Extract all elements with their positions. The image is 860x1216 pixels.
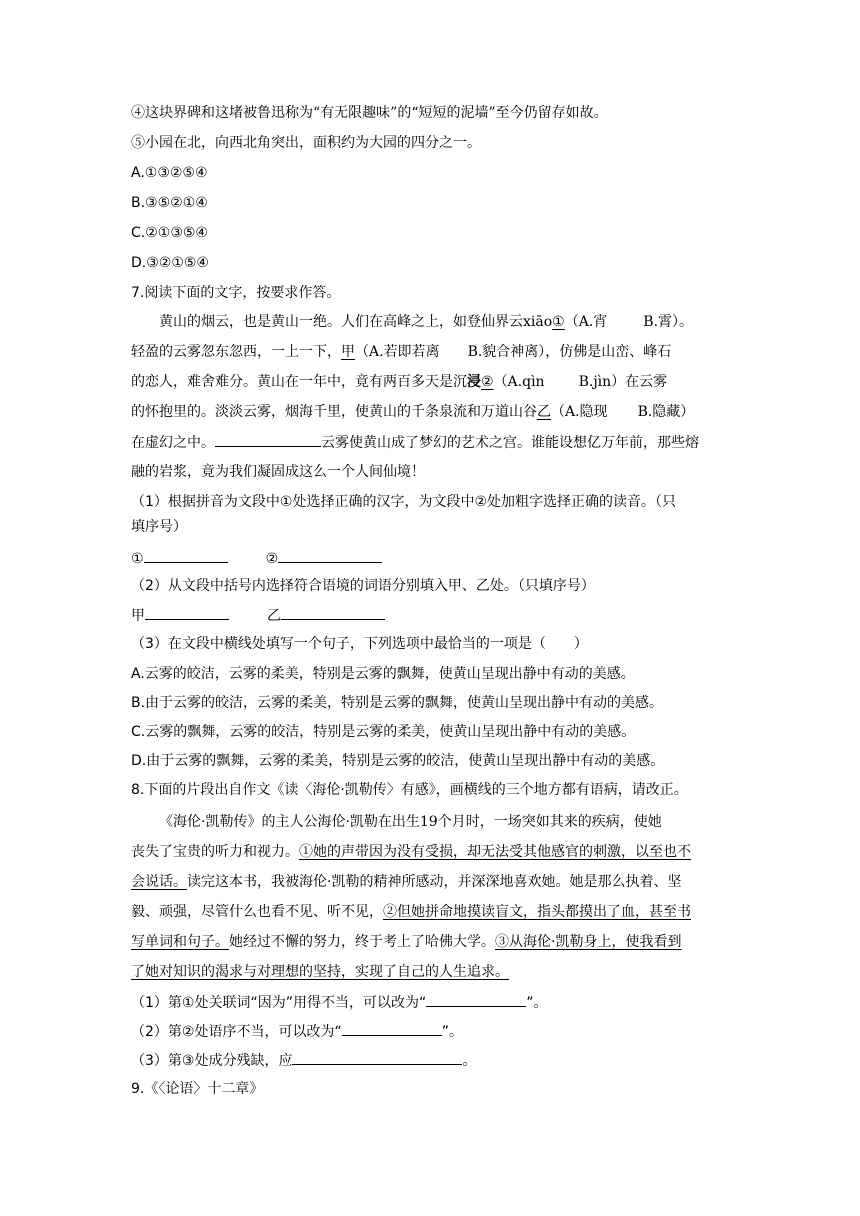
q8-passage-text: 毅、顽强，尽管什么也看不见、听不见， xyxy=(131,904,383,920)
q7-passage-line-3 xyxy=(131,372,667,392)
q8-sub-2-end: ”。 xyxy=(441,1024,463,1040)
q7-option-b: B.由于云雾的皎洁，云雾的柔美，特别是云雾的飘舞，使黄山呈现出静中有动的美感。 xyxy=(131,695,664,711)
q8-sub-1-text: （1）第①处关联词“因为”用得不当，可以改为“ xyxy=(131,995,427,1011)
q8-passage-text: 她经过不懈的努力，终于考上了哈佛大学。 xyxy=(229,934,495,950)
q7-answer-1-blank[interactable] xyxy=(144,548,228,563)
q9-title: 9.《〈论语〉十二章》 xyxy=(131,1081,264,1097)
q7-answer-2-label: ② xyxy=(265,551,279,567)
q7-answer-1-label: ① xyxy=(131,551,144,567)
q7-passage-text: 在虚幻之中。 xyxy=(131,435,215,451)
q6-item-4: ④这块界碑和这堵被鲁迅称为“有无限趣味”的“短短的泥墙”至今仍留存如故。 xyxy=(131,105,608,121)
q7-passage-line-2 xyxy=(131,342,671,362)
q7-choice-a: （A.若即若离 xyxy=(355,344,440,360)
q8-sub-3-text: （3）第③处成分残缺，应 xyxy=(131,1053,293,1069)
q7-answer-2-blank[interactable] xyxy=(278,548,382,563)
q6-option-a: A.①③②⑤④ xyxy=(131,165,208,181)
q8-sub-1 xyxy=(131,992,547,1013)
q8-error-3-cont: 了她对知识的渴求与对理想的坚持，实现了自己的人生追求。 xyxy=(131,964,509,980)
q7-choice-a: （A.隐现 xyxy=(551,404,608,420)
q7-passage-text: 黄山的烟云，也是黄山一绝。人们在高峰之上，如登仙界云xiāo xyxy=(159,314,553,330)
q7-option-c: C.云雾的飘舞，云雾的皎洁，特别是云雾的柔美，使黄山呈现出静中有动的美感。 xyxy=(131,724,636,740)
q8-answer-3-blank[interactable] xyxy=(292,1050,462,1065)
q8-sub-3 xyxy=(131,1050,476,1071)
q8-error-3: ③从海伦·凯勒身上，使我看到 xyxy=(495,934,682,950)
q7-passage-text: 的恋人，难舍难分。黄山在一年中，竟有两百多天是沉 xyxy=(131,374,467,390)
q8-sub-2-text: （2）第②处语序不当，可以改为“ xyxy=(131,1024,342,1040)
q7-marker-jia: 甲 xyxy=(341,344,355,360)
q7-answer-jia-label: 甲 xyxy=(131,608,145,624)
q7-passage-text: 的怀抱里的。淡淡云雾，烟海千里，使黄山的千条泉流和万道山谷 xyxy=(131,404,537,420)
q7-bold-char: 浸 xyxy=(467,374,481,390)
q8-error-1-cont: 会说话。 xyxy=(131,874,187,890)
q7-choice-b: B.隐藏） xyxy=(637,404,695,420)
q8-passage-text: 读完这本书，我被海伦·凯勒的精神所感动，并深深地喜欢她。她是那么执着、坚 xyxy=(187,874,682,890)
q7-option-d: D.由于云雾的飘舞，云雾的柔美，特别是云雾的皎洁，使黄山呈现出静中有动的美感。 xyxy=(131,753,665,769)
q7-passage-text: 轻盈的云雾忽东忽西，一上一下， xyxy=(131,344,341,360)
q8-passage-line-4 xyxy=(131,902,691,922)
q8-sub-2 xyxy=(131,1021,463,1042)
q7-marker-2: ② xyxy=(481,374,494,390)
q7-sub-2: （2）从文段中括号内选择符合语境的词语分别填入甲、乙处。（只填序号） xyxy=(131,578,595,594)
q8-passage-line-1: 《海伦·凯勒传》的主人公海伦·凯勒在出生19个月时，一场突如其来的疾病，使她 xyxy=(159,814,662,830)
q8-title: 8.下面的片段出自作文《读〈海伦·凯勒传〉有感》，画横线的三个地方都有语病，请改正。 xyxy=(131,782,688,798)
q8-passage-line-3 xyxy=(131,872,681,892)
q7-marker-yi: 乙 xyxy=(537,404,551,420)
q6-item-5: ⑤小园在北，向西北角突出，面积约为大园的四分之一。 xyxy=(131,135,481,151)
q8-error-1: ①她的声带因为没有受损，却无法受其他感官的刺激，以至也不 xyxy=(299,844,691,860)
q7-sub-1-answers xyxy=(131,548,382,569)
q7-marker-1: ① xyxy=(552,314,565,330)
q8-passage-line-2 xyxy=(131,842,691,862)
q7-passage-line-1 xyxy=(159,312,693,332)
q8-passage-line-5 xyxy=(131,932,681,952)
q7-passage-line-4 xyxy=(131,402,694,422)
q8-error-2-cont: 写单词和句子。 xyxy=(131,934,229,950)
q7-answer-jia-blank[interactable] xyxy=(145,605,229,620)
q7-sentence-blank[interactable] xyxy=(215,432,321,447)
q7-option-a: A.云雾的皎洁，云雾的柔美，特别是云雾的飘舞，使黄山呈现出静中有动的美感。 xyxy=(131,666,635,682)
q7-choice-b: B.貌合神离），仿佛是山峦、峰石 xyxy=(467,344,672,360)
q7-choice-a: （A.宵 xyxy=(564,314,608,330)
q7-title: 7.阅读下面的文字，按要求作答。 xyxy=(131,285,341,301)
q7-sub-1-cont: 填序号） xyxy=(131,519,187,535)
q7-answer-yi-label: 乙 xyxy=(267,608,281,624)
q7-answer-yi-blank[interactable] xyxy=(281,605,385,620)
q7-passage-text: 云雾使黄山成了梦幻的艺术之宫。谁能设想亿万年前，那些熔 xyxy=(321,435,699,451)
q6-option-b: B.③⑤②①④ xyxy=(131,195,208,211)
q7-choice-b: B.jìn）在云雾 xyxy=(578,374,668,390)
q7-sub-1: （1）根据拼音为文段中①处选择正确的汉字，为文段中②处加粗字选择正确的读音。（只 xyxy=(131,494,677,510)
q6-option-c: C.②①③⑤④ xyxy=(131,225,208,241)
q8-sub-1-end: ”。 xyxy=(526,995,548,1011)
q6-option-d: D.③②①⑤④ xyxy=(131,255,209,271)
q7-sub-2-answers xyxy=(131,605,385,626)
q7-sub-3: （3）在文段中横线处填写一个句子，下列选项中最恰当的一项是（ ） xyxy=(131,636,588,652)
q8-sub-3-end: 。 xyxy=(462,1053,477,1069)
q8-passage-text: 丧失了宝贵的听力和视力。 xyxy=(131,844,299,860)
q8-passage-line-6 xyxy=(131,962,509,982)
q8-answer-2-blank[interactable] xyxy=(342,1021,442,1036)
q7-passage-line-5 xyxy=(131,432,699,453)
q8-error-2: ②但她拼命地摸读盲文，指头都摸出了血，甚至书 xyxy=(383,904,691,920)
q7-passage-line-6: 融的岩浆，竟为我们凝固成这么一个人间仙境！ xyxy=(131,464,425,480)
q8-answer-1-blank[interactable] xyxy=(426,992,526,1007)
q7-choice-a: （A.qìn xyxy=(493,374,545,390)
q7-choice-b: B.霄）。 xyxy=(643,314,694,330)
